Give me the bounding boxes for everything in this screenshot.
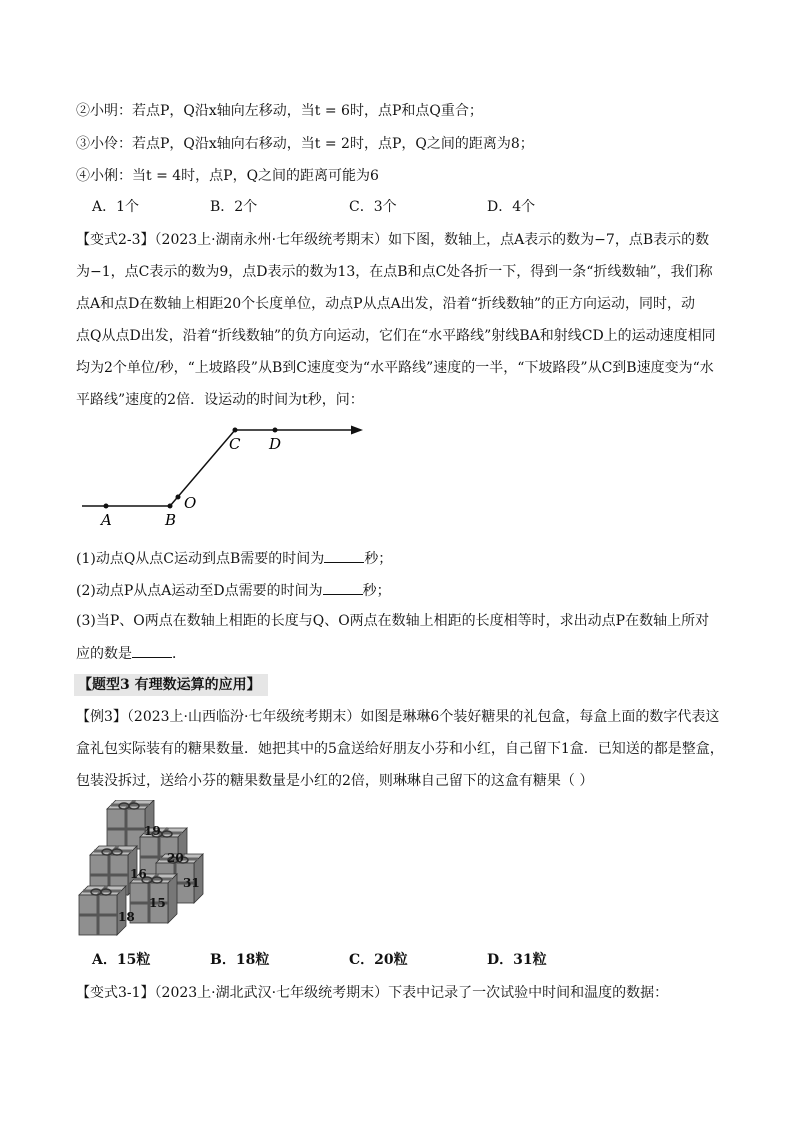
label-o: O [184,494,197,512]
point-o [176,495,181,500]
point-a [104,504,109,509]
gift-boxes-illustration [76,800,208,940]
options-example-3 [92,950,547,970]
question-3-line-2: 应的数是 ． [76,643,186,664]
box-number-20: 20 [167,851,184,865]
variant-3-1: 【变式3-1】（2023上·湖北武汉·七年级统考期末）下表中记录了一次试验中时间和温度的数据： [76,985,669,1001]
point-c [233,428,238,433]
question-1: (1)动点Q从点C运动到点B需要的时间为 秒； [76,548,392,569]
option-a: A．1个 [92,199,140,215]
statement-3: ③小伶：若点P，Q沿x轴向右移动，当t = 2时，点P，Q之间的距离为8； [76,136,534,152]
box-number-16: 16 [130,867,147,881]
example-3-line-1: 【例3】（2023上·山西临汾·七年级统考期末）如图是琳琳6个装好糖果的礼包盒，每盒上面的数字代表这 [76,709,720,725]
answer-blank [132,643,172,658]
option-b: B．2个 [210,199,258,215]
label-c: C [229,435,241,453]
question-2: (2)动点P从点A运动至D点需要的时间为 秒； [76,580,391,601]
option-d: D．4个 [487,199,536,215]
variant-2-3-line-4: 点Q从点D出发，沿着“折线数轴”的负方向运动，它们在“水平路线”射线BA和射线CD上的运动速度相同 [76,328,716,344]
label-a: A [101,511,112,529]
option-a: A．15粒 [92,952,151,968]
option-c: C．3个 [349,199,397,215]
option-b: B．18粒 [210,952,270,968]
options-question-1 [92,197,535,217]
option-d: D．31粒 [487,952,547,968]
variant-2-3-line-6: 平路线”速度的2倍．设运动的时间为t秒，问： [76,392,364,408]
box-number-19: 19 [144,824,161,838]
option-c: C．20粒 [349,952,408,968]
box-number-15: 15 [149,896,166,910]
box-number-18: 18 [118,910,135,924]
label-d: D [269,435,282,453]
folded-number-line-diagram [70,418,370,530]
point-d [273,428,278,433]
answer-blank [323,580,363,595]
question-3-line-1: (3)当P、O两点在数轴上相距的长度与Q、O两点在数轴上相距的长度相等时，求出动点P在数轴上所对 [76,613,710,629]
statement-4: ④小俐：当t = 4时，点P，Q之间的距离可能为6 [76,168,379,184]
point-b [168,504,173,509]
box-number-31: 31 [183,876,200,890]
variant-2-3-line-1: 【变式2-3】（2023上·湖南永州·七年级统考期末）如下图，数轴上，点A表示的数为−7，点B表示的数 [76,232,710,248]
type-3-heading: 【题型3 有理数运算的应用】 [74,674,268,696]
variant-2-3-line-3: 点A和点D在数轴上相距20个长度单位，动点P从点A出发，沿着“折线数轴”的正方向运动，同时，动 [76,296,695,312]
example-3-line-2: 盒礼包实际装有的糖果数量．她把其中的5盒送给好朋友小芬和小红，自己留下1盒．已知送的都是整盒， [76,741,724,757]
example-3-line-3: 包装没拆过，送给小芬的糖果数量是小红的2倍，则琳琳自己留下的这盒有糖果（ ） [76,773,594,789]
variant-2-3-line-2: 为−1，点C表示的数为9，点D表示的数为13，在点B和点C处各折一下，得到一条“折线数轴”，我们称 [76,264,713,280]
statement-2: ②小明：若点P，Q沿x轴向左移动，当t = 6时，点P和点Q重合； [76,103,483,119]
answer-blank [324,548,364,563]
label-b: B [165,511,177,529]
variant-2-3-line-5: 均为2个单位/秒，“上坡路段”从B到C速度变为“水平路线”速度的一半，“下坡路段”从C到B速度变为“水 [76,360,714,376]
